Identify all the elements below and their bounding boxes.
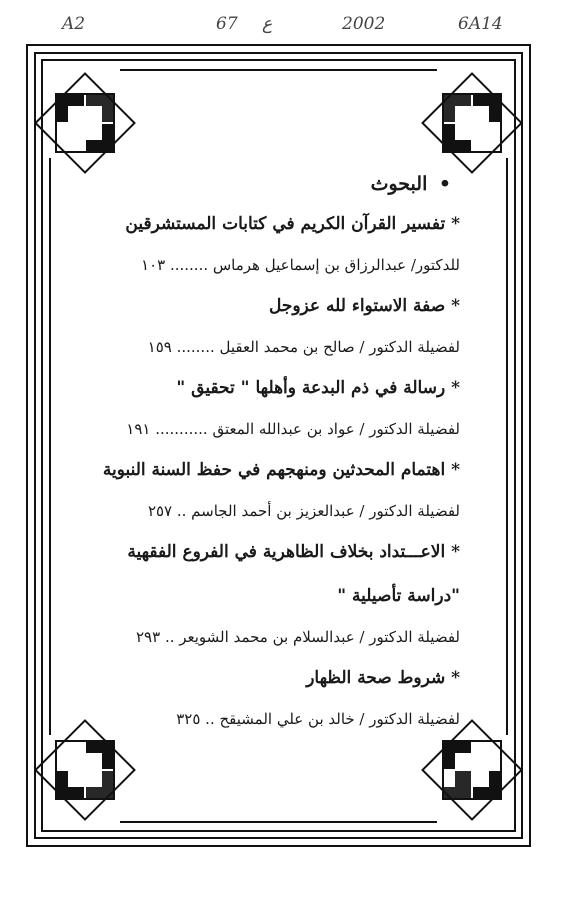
handwritten-note-5: 6A14 xyxy=(458,14,503,34)
article-author: للدكتور/ عبدالرزاق بن إسماعيل هرماس ........ ١٠٣ xyxy=(141,256,460,274)
section-heading xyxy=(52,166,460,202)
article-entry xyxy=(52,448,460,530)
handwritten-note-3: ع xyxy=(262,14,273,34)
article-entry xyxy=(52,284,460,366)
handwritten-note-1: A2 xyxy=(62,14,86,34)
handwritten-note-4: 2002 xyxy=(342,14,386,34)
article-title: * رسالة في ذم البدعة وأهلها " تحقيق " xyxy=(176,378,460,398)
article-title: * الاعـــتداد بخلاف الظاهرية في الفروع الفقهية xyxy=(127,542,460,562)
article-title: * شروط صحة الظهار xyxy=(306,668,460,688)
article-entry xyxy=(52,656,460,738)
article-entry xyxy=(52,202,460,284)
handwritten-note-2: 67 xyxy=(216,14,238,34)
article-title-continued: "دراسة تأصيلية " xyxy=(337,586,460,606)
article-title: * اهتمام المحدثين ومنهجهم في حفظ السنة النبوية xyxy=(102,460,460,480)
article-author: لفضيلة الدكتور / عبدالعزيز بن أحمد الجاسم .. ٢٥٧ xyxy=(147,502,460,520)
table-of-contents xyxy=(52,166,460,738)
article-title: * تفسير القرآن الكريم في كتابات المستشرقين xyxy=(125,214,460,234)
corner-knot-top-right xyxy=(423,74,522,173)
article-author: لفضيلة الدكتور / عبدالسلام بن محمد الشويعر .. ٢٩٣ xyxy=(136,628,460,646)
section-title: البحوث xyxy=(370,173,428,195)
bullet-icon: • xyxy=(438,173,452,195)
article-author: لفضيلة الدكتور / خالد بن علي المشيقح .. ٣٢٥ xyxy=(176,710,460,728)
corner-knot-top-left xyxy=(36,74,135,173)
article-title: * صفة الاستواء لله عزوجل xyxy=(268,296,460,316)
article-author: لفضيلة الدكتور / عواد بن عبدالله المعتق ........... ١٩١ xyxy=(126,420,460,438)
article-entry xyxy=(52,366,460,448)
article-entry xyxy=(52,530,460,656)
article-author: لفضيلة الدكتور / صالح بن محمد العقيل ........ ١٥٩ xyxy=(147,338,460,356)
